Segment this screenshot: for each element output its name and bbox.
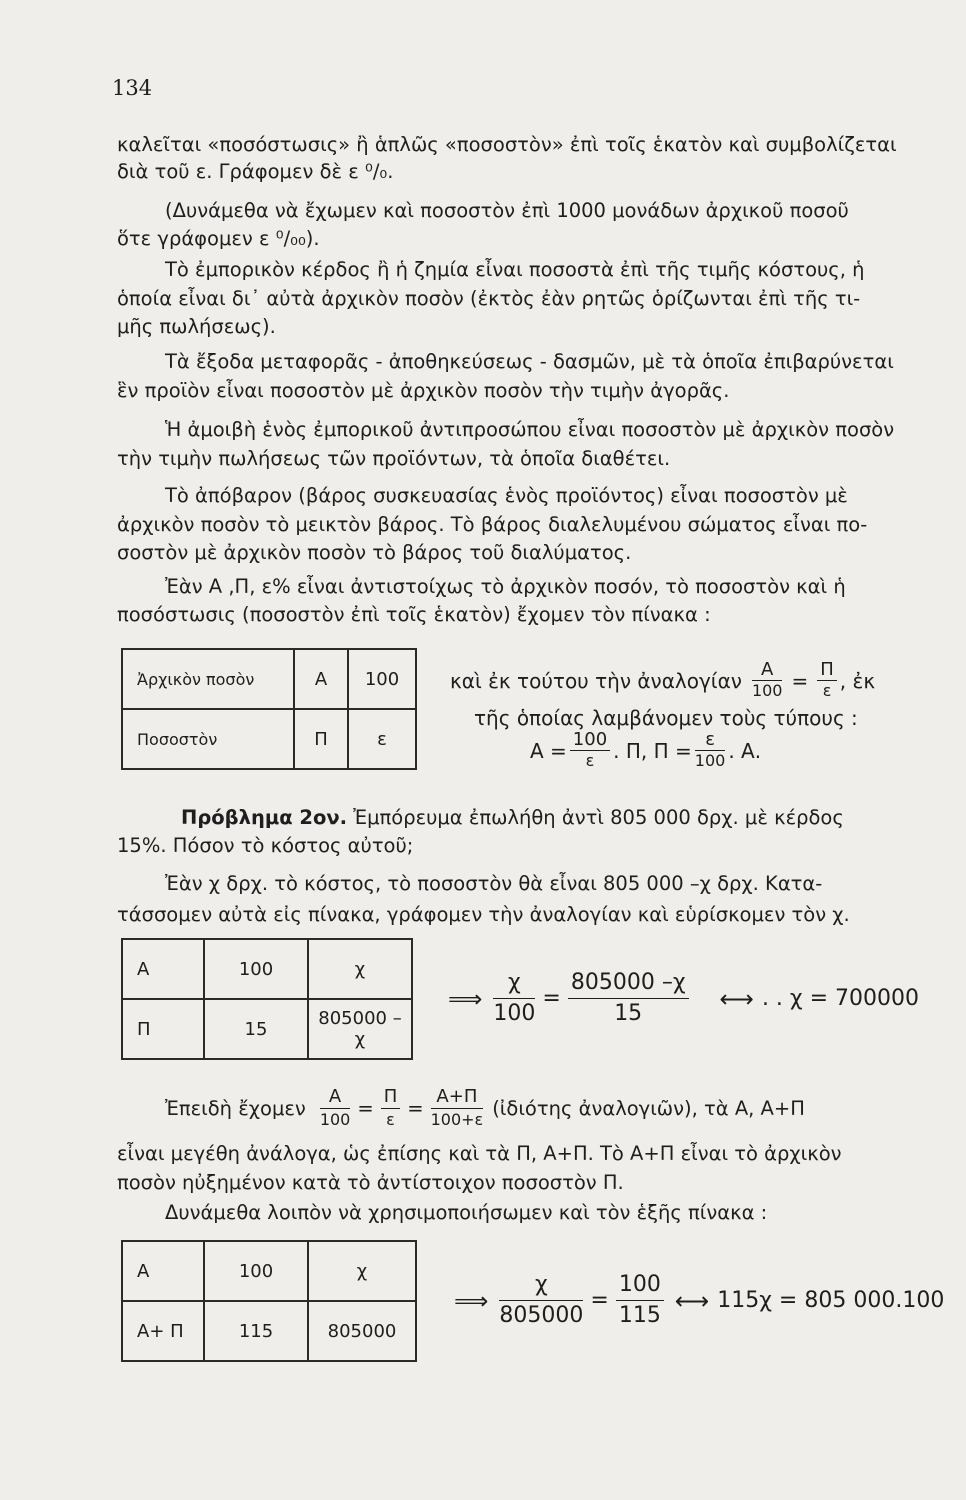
fraction-a-100 (752, 660, 783, 701)
fraction-numerator: χ (493, 968, 535, 999)
fraction-denominator: ε (822, 681, 832, 700)
fraction-denominator: 100 (694, 751, 726, 770)
fraction-denominator: 100+ε (430, 1110, 484, 1129)
problem-equation (440, 968, 919, 1029)
equation-result: . . χ = 700000 (761, 986, 920, 1011)
table-cell: ε (348, 709, 416, 769)
fraction-numerator: Α (320, 1086, 351, 1109)
fraction-100-115 (616, 1270, 664, 1331)
property-intro: Ἐπειδὴ ἔχομεν (165, 1097, 306, 1120)
para3-line2: ὁποία εἶναι δι᾽ αὐτὰ ἀρχικὸν ποσὸν (ἐκτὸς ἐὰν ρητῶς ὁρίζωνται ἐπὶ τῆς τι- (117, 287, 861, 310)
table-cell: Π (122, 999, 204, 1059)
second-equation (446, 1270, 944, 1331)
fraction-denominator: ε (585, 751, 595, 770)
implies-arrow: ⟹ (448, 984, 483, 1013)
equals-sign: = (407, 1097, 424, 1120)
fraction-numerator: χ (499, 1270, 583, 1301)
equals-sign: = (357, 1097, 374, 1120)
fraction-denominator: 100 (493, 1001, 536, 1026)
para4-line2: ἓν προϊὸν εἶναι ποσοστὸν μὲ ἀρχικὸν ποσὸν τὴν τιμὴν ἀγορᾶς. (117, 379, 730, 402)
proportion-line (450, 660, 875, 701)
para7-line1: Ἐὰν Α ,Π, ε% εἶναι ἀντιστοίχως τὸ ἀρχικὸν ποσόν, τὸ ποσοστὸν καὶ ἡ (165, 575, 846, 598)
table-cell: 100 (204, 939, 308, 999)
fraction-100-e (570, 730, 610, 771)
equivalence-arrow: ⟷ (719, 984, 754, 1013)
problem-line4: τάσσομεν αὐτὰ εἰς πίνακα, γράφομεν τὴν ἀναλογίαν καὶ εὑρίσκομεν τὸν χ. (117, 903, 850, 926)
fraction-805000-x-15 (568, 968, 689, 1029)
table-cell: Α (294, 649, 348, 709)
fraction-x-100 (493, 968, 535, 1029)
fraction-numerator: Π (817, 660, 837, 681)
formulas-intro: τῆς ὁποίας λαμβάνομεν τοὺς τύπους : (474, 706, 858, 730)
equals-sign: = (791, 668, 809, 693)
fraction-p-e (817, 660, 837, 701)
table-cell: Α (122, 1241, 204, 1301)
table-row (122, 1241, 416, 1301)
fraction-denominator: 100 (751, 681, 783, 700)
table-row (122, 709, 416, 769)
equation-result: 115χ = 805 000.100 (717, 1288, 945, 1313)
proportion-text: καὶ ἐκ τούτου τὴν ἀναλογίαν (450, 668, 742, 693)
para7-line2: ποσόστωσις (ποσοστὸν ἐπὶ τοῖς ἑκατὸν) ἔχομεν τὸν πίνακα : (117, 603, 711, 626)
fraction-numerator: Α+Π (431, 1086, 484, 1109)
para8-line4: Δυνάμεθα λοιπὸν νὰ χρησιμοποιήσωμεν καὶ τὸν ἑξῆς πίνακα : (165, 1201, 768, 1224)
problem-line2: 15%. Πόσον τὸ κόστος αὐτοῦ; (117, 834, 414, 857)
equals-sign: = (542, 986, 561, 1011)
formula-p-label: . Π, Π = (613, 738, 692, 763)
fraction-numerator: Π (381, 1086, 401, 1109)
table-cell: Α (122, 939, 204, 999)
fraction-numerator: ε (695, 730, 726, 751)
table-cell: 805000 – χ (308, 999, 412, 1059)
para2-line2: ὅτε γράφομεν ε ⁰/₀₀). (117, 227, 320, 250)
problem-line3: Ἐὰν χ δρχ. τὸ κόστος, τὸ ποσοστὸν θὰ εἶναι 805 000 –χ δρχ. Κατα- (165, 872, 823, 895)
table-row (122, 1301, 416, 1361)
equivalence-arrow: ⟷ (674, 1286, 710, 1315)
problem-line1 (181, 806, 844, 830)
formula-a-label: Α = (530, 738, 567, 763)
para8-line3: ποσὸν ηὐξημένον κατὰ τὸ ἀντίστοιχον ποσοστὸν Π. (117, 1171, 624, 1194)
para6-line3: σοστὸν μὲ ἀρχικὸν ποσὸν τὸ βάρος τοῦ διαλύματος. (117, 541, 632, 564)
second-table (121, 1240, 417, 1362)
fraction-denominator: 15 (614, 1001, 643, 1026)
table-cell: Π (294, 709, 348, 769)
table-cell: Ποσοστὸν (122, 709, 294, 769)
table-cell: 805000 (308, 1301, 416, 1361)
problem-title: Πρόβλημα 2ον. (181, 806, 348, 829)
formulas-line (530, 730, 761, 771)
page-number: 134 (112, 76, 153, 100)
table-cell: χ (308, 939, 412, 999)
para5-line1: Ἡ ἀμοιβὴ ἑνὸς ἐμπορικοῦ ἀντιπροσώπου εἶναι ποσοστὸν μὲ ἀρχικὸν ποσὸν (165, 418, 895, 441)
property-line (165, 1086, 805, 1131)
fraction-p-e (381, 1086, 401, 1131)
definition-table (121, 648, 417, 770)
implies-arrow: ⟹ (454, 1286, 489, 1315)
property-end: (ἰδιότης ἀναλογιῶν), τὰ Α, Α+Π (492, 1097, 805, 1120)
problem-statement: Ἐμπόρευμα ἐπωλήθη ἀντὶ 805 000 δρχ. μὲ κέρδος (353, 806, 844, 829)
para1-line1: καλεῖται «ποσόστωσις» ἢ ἁπλῶς «ποσοστὸν» ἐπὶ τοῖς ἑκατὸν καὶ συμβολίζεται (117, 133, 897, 156)
para2-line1: (Δυνάμεθα νὰ ἔχωμεν καὶ ποσοστὸν ἐπὶ 1000 μονάδων ἀρχικοῦ ποσοῦ (165, 199, 849, 222)
table-cell: χ (308, 1241, 416, 1301)
fraction-numerator: 805000 –χ (568, 968, 689, 999)
para6-line1: Τὸ ἀπόβαρον (βάρος συσκευασίας ἑνὸς προϊόντος) εἶναι ποσοστὸν μὲ (165, 484, 848, 507)
equals-sign: = (590, 1288, 609, 1313)
fraction-e-100 (695, 730, 726, 771)
table-row (122, 649, 416, 709)
table-cell: 100 (204, 1241, 308, 1301)
table-row (122, 939, 412, 999)
fraction-numerator: 100 (616, 1270, 664, 1301)
para6-line2: ἀρχικὸν ποσὸν τὸ μεικτὸν βάρος. Τὸ βάρος διαλελυμένου σώματος εἶναι πο- (117, 513, 868, 536)
fraction-denominator: 115 (618, 1303, 661, 1328)
table-cell: Α+ Π (122, 1301, 204, 1361)
para4-line1: Τὰ ἔξοδα μεταφορᾶς - ἀποθηκεύσεως - δασμῶν, μὲ τὰ ὁποῖα ἐπιβαρύνεται (165, 350, 894, 373)
fraction-a-100 (320, 1086, 351, 1131)
fraction-numerator: Α (752, 660, 783, 681)
proportion-text-end: , ἐκ (839, 668, 876, 693)
table-cell: Ἀρχικὸν ποσὸν (122, 649, 294, 709)
table-row (122, 999, 412, 1059)
fraction-denominator: 100 (319, 1110, 351, 1129)
fraction-denominator: ε (386, 1110, 395, 1129)
formula-end: . Α. (728, 738, 762, 763)
para3-line1: Τὸ ἐμπορικὸν κέρδος ἢ ἡ ζημία εἶναι ποσοστὰ ἐπὶ τῆς τιμῆς κόστους, ἡ (165, 258, 865, 281)
problem-table (121, 938, 413, 1060)
table-cell: 100 (348, 649, 416, 709)
para1-line2: διὰ τοῦ ε. Γράφομεν δὲ ε ⁰/₀. (117, 160, 394, 183)
para5-line2: τὴν τιμὴν πωλήσεως τῶν προϊόντων, τὰ ὁποῖα διαθέτει. (117, 447, 671, 470)
table-cell: 115 (204, 1301, 308, 1361)
fraction-denominator: 805000 (499, 1303, 584, 1328)
fraction-x-805000 (499, 1270, 583, 1331)
para3-line3: μῆς πωλήσεως). (117, 315, 276, 338)
fraction-numerator: 100 (570, 730, 610, 751)
para8-line2: εἶναι μεγέθη ἀνάλογα, ὡς ἐπίσης καὶ τὰ Π, Α+Π. Τὸ Α+Π εἶναι τὸ ἀρχικὸν (117, 1142, 842, 1165)
fraction-ap-100e (431, 1086, 484, 1131)
table-cell: 15 (204, 999, 308, 1059)
